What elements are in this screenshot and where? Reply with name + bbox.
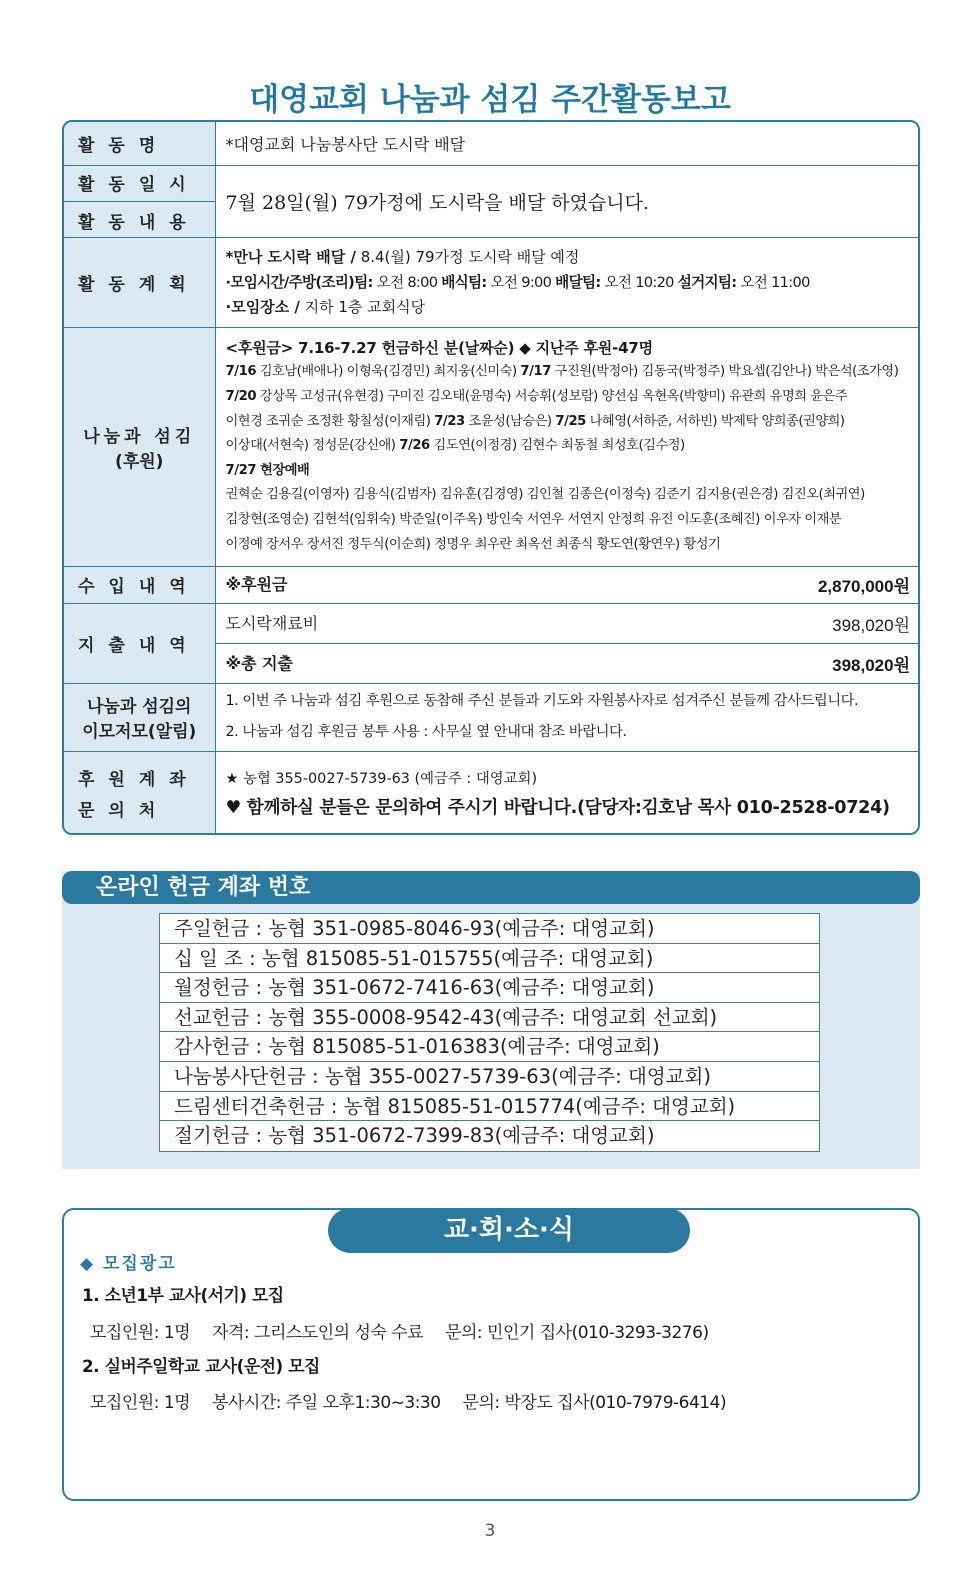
expense-amount: 398,020원: [832, 615, 910, 635]
activity-report-table: [62, 120, 920, 835]
online-account-row: 감사헌금 : 농협 815085-51-016383(예금주: 대영교회): [160, 1032, 819, 1062]
activity-content-label: 활동내용: [78, 212, 200, 233]
church-news-title: 교·회·소·식: [328, 1208, 690, 1253]
account-inquiry-label: [64, 751, 215, 835]
online-account-row: 십 일 조 : 농협 815085-51-015755(예금주: 대영교회): [160, 944, 819, 974]
donor-list: [215, 327, 918, 566]
job-2-details: [90, 1388, 748, 1413]
online-account-row: 드림센터건축헌금 : 농협 815085-51-015774(예금주: 대영교회): [160, 1092, 819, 1122]
inquiry-contact: ♥ 함께하실 분들은 문의하여 주시기 바랍니다.(담당자:김호남 목사 010-2528-0724): [225, 798, 890, 819]
plan-line-3: ·모임장소 / 지하 1층 교회식당: [225, 297, 426, 316]
online-account-list: [159, 913, 820, 1152]
donor-row: 권혁순 김용길(이영자) 김용식(김범자) 김유훈(김경영) 김인철 김종은(이정숙) 김준기 김지용(권은경) 김진오(최귀연): [225, 487, 865, 503]
sharing-label: [64, 327, 215, 566]
income-amount: 2,870,000원: [817, 577, 910, 596]
expense-total-amount: 398,020원: [832, 655, 910, 675]
account-label: 후원계좌: [78, 770, 200, 791]
activity-date-content-value: 7월 28일(월) 79가정에 도시락을 배달 하였습니다.: [215, 165, 918, 237]
activity-name-label: 활동명: [64, 122, 215, 165]
notice-item: 2. 나눔과 섬김 후원금 봉투 사용 : 사무실 옆 안내대 참조 바랍니다.: [225, 724, 627, 740]
job-2-contact: 문의: 박장도 집사(010-7979-6414): [462, 1393, 727, 1413]
notice-list: [215, 683, 918, 751]
activity-plan-value: [215, 237, 918, 327]
job-1-qualification: 자격: 그리스도인의 성숙 수료: [212, 1323, 424, 1343]
inquiry-label: 문의처: [78, 801, 170, 822]
sharing-label-line-2: (후원): [115, 451, 164, 472]
donor-row: 이정예 장서우 장서진 정두식(이순희) 정명우 최우란 최옥선 최종식 황도연(황연우) 황성기: [225, 536, 721, 552]
donor-row: 7/16 김호남(배애나) 이형욱(김경민) 최지웅(신미숙) 7/17 구진원(박정아) 김동국(박정주) 박요셉(김안나) 박은석(조가영): [225, 364, 899, 380]
job-2-count: 모집인원: 1명: [90, 1393, 191, 1413]
date-content-label-cell: [64, 165, 215, 237]
job-1-title: 1. 소년1부 교사(서기) 모집: [82, 1285, 284, 1305]
donor-row: 이현경 조귀순 조정환 황칠성(이재림) 7/23 조윤성(남승은) 7/25 나혜영(서하준, 서하빈) 박제탁 양희종(권양희): [225, 413, 845, 429]
income-item: ※후원금: [225, 575, 288, 594]
expense-row: [215, 603, 918, 643]
online-account-row: 주일헌금 : 농협 351-0985-8046-93(예금주: 대영교회): [160, 914, 819, 944]
sharing-label-line-1: 나눔과 섬김: [83, 426, 196, 447]
recruit-heading: ◆ 모집광고: [80, 1254, 177, 1274]
page-number: 3: [484, 1521, 496, 1541]
job-2-title: 2. 실버주일학교 교사(운전) 모집: [82, 1356, 320, 1376]
online-offering-title: 온라인 헌금 계좌 번호: [62, 871, 920, 904]
expense-label: 지출내역: [64, 603, 215, 683]
online-account-row: 선교헌금 : 농협 355-0008-9542-43(예금주: 대영교회 선교회): [160, 1003, 819, 1033]
donor-row: 7/27 현장예배: [225, 462, 310, 478]
income-label: 수입내역: [64, 566, 215, 603]
income-row: [215, 566, 918, 603]
notice-label: [64, 683, 215, 751]
activity-name-value: *대영교회 나눔봉사단 도시락 배달: [215, 122, 918, 165]
expense-item: 도시락재료비: [225, 613, 319, 633]
online-account-row: 나눔봉사단헌금 : 농협 355-0027-5739-63(예금주: 대영교회): [160, 1062, 819, 1092]
account-inquiry-value: [215, 751, 918, 835]
online-offering-section: [62, 871, 920, 1169]
notice-label-line-1: 나눔과 섬김의: [87, 697, 192, 717]
notice-label-line-2: 이모저모(알림): [82, 722, 197, 742]
job-1-count: 모집인원: 1명: [90, 1323, 191, 1343]
job-2-time: 봉사시간: 주일 오후1:30~3:30: [212, 1393, 441, 1413]
job-1-contact: 문의: 민인기 집사(010-3293-3276): [445, 1323, 709, 1343]
activity-plan-label: 활동계획: [64, 237, 215, 327]
plan-line-2: ·모임시간/주방(조리)팀: 오전 8:00 배식팀: 오전 9:00 배달팀: 오전 10:20 설거지팀: 오전 11:00: [225, 273, 810, 291]
online-account-row: 절기헌금 : 농협 351-0672-7399-83(예금주: 대영교회): [174, 1124, 655, 1148]
expense-total-item: ※총 지출: [225, 653, 293, 673]
expense-total-row: [215, 643, 918, 683]
donor-row: 7/20 강상목 고성규(유현경) 구미진 김오태(윤명숙) 서승휘(성보람) 양선심 옥현옥(박향미) 유관희 유명희 윤은주: [225, 389, 848, 405]
job-1-details: [90, 1318, 731, 1343]
donor-row: 김창현(조영순) 김현석(임휘숙) 박준일(이주옥) 방인숙 서연우 서연지 안정희 유진 이도훈(조혜진) 이우자 이재분: [225, 511, 842, 527]
activity-date-label: 활동일시: [64, 166, 215, 202]
donor-row: 이상대(서현숙) 정성문(강신애) 7/26 김도연(이정경) 김현수 최동철 최성호(김수정): [225, 438, 685, 454]
donation-account: ★ 농협 355-0027-5739-63 (예금주 : 대영교회): [225, 771, 538, 788]
notice-item: 1. 이번 주 나눔과 섬김 후원으로 동참해 주신 분들과 기도와 자원봉사자로 섬겨주신 분들께 감사드립니다.: [225, 693, 859, 709]
plan-line-1: *만나 도시락 배달 / 8.4(월) 79가정 도시락 배달 예정: [225, 247, 580, 266]
donor-list-heading: <후원금> 7.16-7.27 헌금하신 분(날짜순) ◆ 지난주 후원-47명: [225, 338, 653, 357]
page-title: 대영교회 나눔과 섬김 주간활동보고: [249, 82, 731, 118]
online-account-row: 월정헌금 : 농협 351-0672-7416-63(예금주: 대영교회): [160, 973, 819, 1003]
